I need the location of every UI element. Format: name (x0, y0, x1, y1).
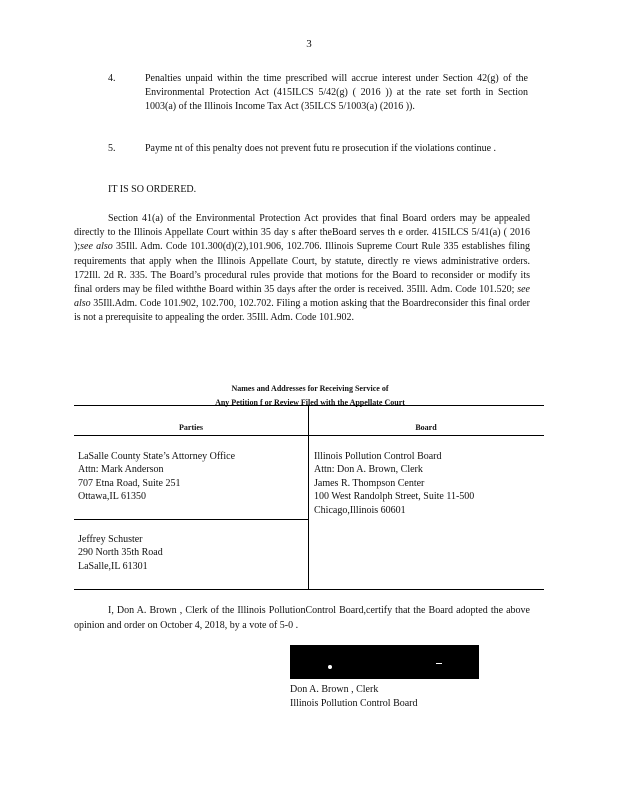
appeal-text-1: Section 41(a) of the Environmental Protection Act provides that final Board orders may be appealed directly to the Illinois Appellate Court within 35 day s after theBoard serves th e order. 415ILCS 5/41(a) ( 2016 ); (74, 213, 530, 253)
item-number: 5. (108, 143, 116, 154)
party-line: Attn: Mark Anderson (78, 464, 164, 476)
service-heading-line-2: Any Petition f or Review Filed with the Appellate Court (215, 398, 405, 407)
item-text: Penalties unpaid within the time prescribed will accrue interest under Section 42(g) of the Environmental Protection Act (415ILCS 5/42(g) ( 2016 )) at the rate set forth in Section 1003(a) of the Illinois Income Tax Act (35ILCS 5/1003(a) (2016 )). (145, 73, 528, 112)
see-also-2: see also (74, 284, 530, 310)
board-header: Board (415, 423, 437, 432)
table-border-top (74, 405, 544, 406)
party-line: LaSalle,IL 61301 (78, 560, 148, 572)
clerk-name: Don A. Brown , Clerk (290, 684, 379, 695)
signature-mark (328, 665, 332, 669)
board-line: Illinois Pollution Control Board (314, 451, 442, 462)
so-ordered: IT IS SO ORDERED. (108, 184, 197, 195)
item-text: Payme nt of this penalty does not prevent futu re prosecution if the violations continue . (145, 143, 497, 154)
parties-header: Parties (179, 423, 203, 432)
clerk-title: Illinois Pollution Control Board (290, 697, 418, 709)
appeal-paragraph (74, 212, 530, 326)
page-number: 3 (306, 38, 312, 50)
party-jeffrey-schuster (78, 533, 163, 573)
appeal-text-2: 35Ill. Adm. Code 101.300(d)(2),101.906, 102.706. Illinois Supreme Court Rule 335 establishes filing requirements that apply when the Illinois Appellate Court, by statute, directly re views administrative orders. 172Ill. 2d R. 335. The Board’s procedural rules provide that motions for the Board to reconsider or modify its final orders may be filed withthe Board within 35 days after the order is received. 35Ill. Adm. Code 101.520; (74, 241, 530, 296)
party-line: 707 Etna Road, Suite 251 (78, 477, 181, 489)
party-line: Ottawa,IL 61350 (78, 491, 146, 503)
board-line: Attn: Don A. Brown, Clerk (314, 464, 423, 476)
see-also-1: see also (80, 241, 113, 253)
clerk-signature-block (290, 683, 418, 710)
table-border-bottom (74, 589, 544, 590)
order-item-5 (108, 142, 528, 156)
table-column-divider (308, 405, 309, 589)
signature-mark (436, 663, 442, 664)
party-line: LaSalle County State’s Attorney Office (78, 451, 236, 462)
board-address (314, 450, 474, 517)
item-number: 4. (108, 73, 116, 84)
redacted-signature (290, 645, 479, 679)
party-line: Jeffrey Schuster (78, 534, 143, 545)
parties-divider (74, 519, 308, 520)
clerk-certification: I, Don A. Brown , Clerk of the Illinois PollutionControl Board,certify that the Board adopted the above opinion and order on October 4, 2018, by a vote of 5-0 . (74, 605, 530, 631)
board-line: 100 West Randolph Street, Suite 11-500 (314, 491, 475, 503)
service-table (74, 405, 544, 589)
table-header-divider (74, 435, 544, 436)
board-line: James R. Thompson Center (314, 477, 425, 489)
party-line: 290 North 35th Road (78, 547, 163, 559)
party-state-attorney (78, 450, 235, 504)
appeal-text-3: 35Ill.Adm. Code 101.902, 102.700, 102.702. Filing a motion asking that the Boardreconsider this final order is not a prerequisite to appealing the order. 35Ill. Adm. Code 101.902. (74, 298, 530, 324)
service-heading-line-1: Names and Addresses for Receiving Service of (231, 384, 389, 393)
order-item-4 (108, 72, 528, 114)
board-line: Chicago,Illinois 60601 (314, 504, 406, 516)
